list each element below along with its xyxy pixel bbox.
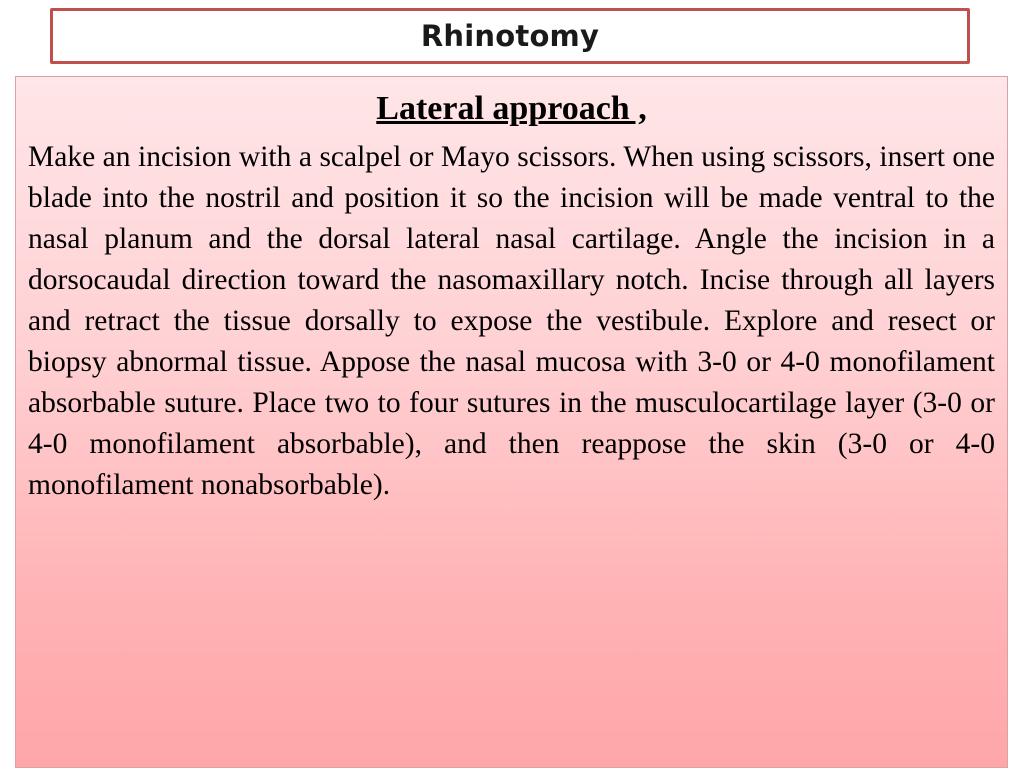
slide-title: Rhinotomy: [420, 19, 600, 53]
title-box: [50, 8, 970, 64]
content-box: [15, 76, 1008, 768]
section-heading: Lateral approach ,: [376, 90, 647, 127]
body-paragraph: Make an incision with a scalpel or Mayo scissors. When using scissors, insert one blade into the nostril and position it so the incision will be made ventral to the nasal planum and the dorsal lateral nasal cartilage. Angle the incision in a dorsocaudal direction toward the nasomaxillary notch. Incise through all layers and retract the tissue dorsally to expose the vestibule. Explore and resect or biopsy abnormal tissue. Appose the nasal mucosa with 3-0 or 4-0 monofilament absorbable suture. Place two to four sutures in the musculocartilage layer (3-0 or 4-0 monofilament absorbable), and then reappose the skin (3-0 or 4-0 monofilament nonabsorbable).: [28, 141, 995, 501]
